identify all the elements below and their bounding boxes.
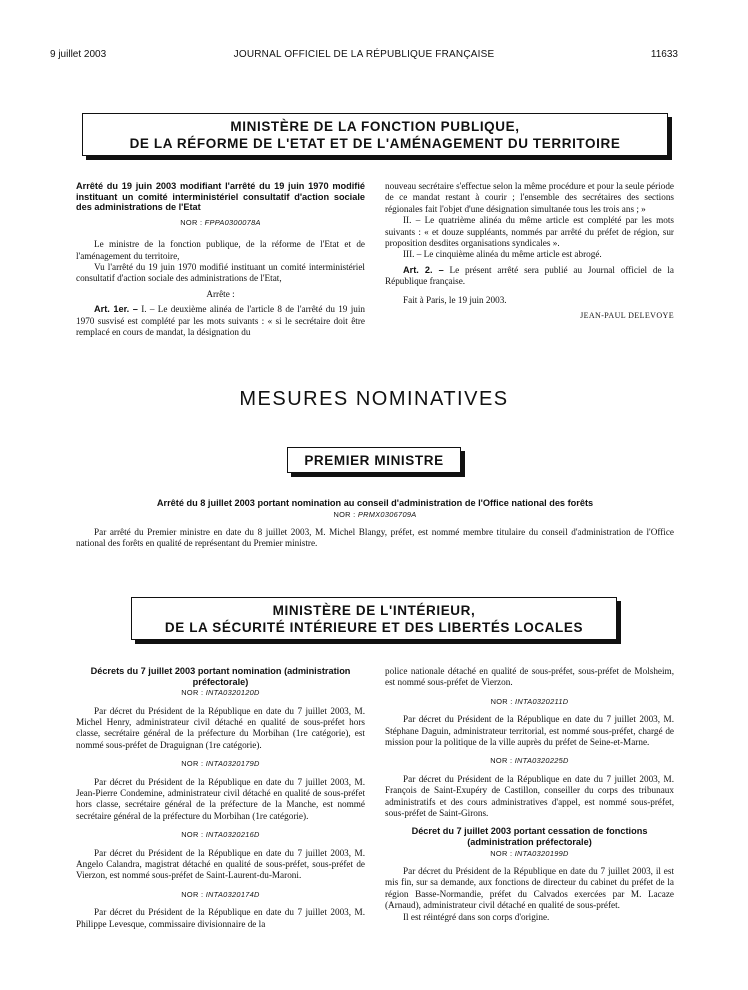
header-journal-title: JOURNAL OFFICIEL DE LA RÉPUBLIQUE FRANÇAISE [233, 49, 495, 60]
header-page-number: 11633 [650, 49, 678, 60]
decree-text-6: Par décret du Président de la République en date du 7 juillet 2003, M. François de Saint-Exupéry de Castillon, conseiller du corps des tribunaux administratifs et des cours administratives d'appel, est nommé sous-préfet, sous-préfet de Saint-Girons. [385, 773, 674, 819]
arrete1-section2: II. – Le quatrième alinéa du même article est complété par les mots suivants : « et douze suppléants, nommés par arrêté du préfet de région, sur proposition desdites organisations syndicales ». [385, 215, 674, 249]
premier-ministre-title: PREMIER MINISTRE [304, 453, 444, 468]
ministry-title-line1: MINISTÈRE DE LA FONCTION PUBLIQUE, [230, 119, 520, 134]
arrete1-right-column [385, 181, 674, 321]
arrete1-done-at: Fait à Paris, le 19 juin 2003. [403, 294, 507, 305]
decrets-left-column [76, 666, 365, 930]
arrete1-vu: Vu l'arrêté du 19 juin 1970 modifié instituant un comité interministériel consultatif d'action sociale des administrations de l'Etat, [76, 262, 365, 284]
page-header [50, 49, 678, 63]
decree-text-4: Par décret du Président de la République en date du 7 juillet 2003, M. Philippe Levesque, commissaire divisionnaire de la [76, 907, 365, 929]
header-date: 9 juillet 2003 [50, 49, 107, 60]
ministry-box-premier-ministre [287, 447, 461, 473]
arrete1-signature: JEAN-PAUL DELEVOYE [580, 311, 674, 321]
arrete1-section3: III. – Le cinquième alinéa du même article est abrogé. [403, 249, 602, 260]
arrete1-title: Arrêté du 19 juin 2003 modifiant l'arrêté du 19 juin 1970 modifié instituant un comité interministériel consultatif d'action sociale des administrations de l'Etat [76, 181, 365, 213]
ministry-box-interieur [131, 597, 617, 640]
decree-nor-1: NOR : INTA0320120D [181, 688, 260, 698]
arrete1-nor: NOR : FPPA0300078A [180, 217, 261, 227]
decrets-title: Décrets du 7 juillet 2003 portant nomination (administration préfectorale) [90, 666, 351, 687]
cessation-text: Par décret du Président de la République en date du 7 juillet 2003, il est mis fin, sur sa demande, aux fonctions de directeur du cabinet du préfet de la région Basse-Normandie, préfet du Calvados exercées par M. Lacaze (Arnaud), administrateur civil détaché en qualité de sous-préfet. [385, 866, 674, 911]
arrete1-left-column [76, 181, 365, 338]
decree-text-5: Par décret du Président de la République en date du 7 juillet 2003, M. Stéphane Daguin, administrateur territorial, est nommé sous-préfet, chargé de mission pour la politique de la ville auprès du préfet de Seine-et-Marne. [385, 714, 674, 748]
decree-text-2: Par décret du Président de la République en date du 7 juillet 2003, M. Jean-Pierre Condemine, administrateur civil détaché en qualité de sous-préfet hors classe, secrétaire général de la préfecture de la Manche, est nommé secrétaire général de la préfecture du Morbihan (1re catégorie). [76, 776, 365, 821]
ministry-title-line2: DE LA RÉFORME DE L'ETAT ET DE L'AMÉNAGEMENT DU TERRITOIRE [129, 136, 621, 151]
arrete2-block [76, 498, 674, 550]
decree-nor-3: NOR : INTA0320216D [181, 830, 260, 840]
arrete2-nor: NOR : PRMX0306709A [333, 509, 417, 519]
decree-nor-2: NOR : INTA0320179D [181, 759, 260, 769]
decree-text-1: Par décret du Président de la République en date du 7 juillet 2003, M. Michel Henry, administrateur civil détaché en qualité de sous-préfet hors classe, secrétaire général de la préfecture du Morbihan (1re catégorie), est nommé sous-préfet de Draguignan (1re catégorie). [76, 705, 365, 750]
decree-text-3: Par décret du Président de la République en date du 7 juillet 2003, M. Angelo Calandra, magistrat détaché en qualité de sous-préfet, sous-préfet de Vierzon, est nommé sous-préfet de Saint-Laurent-du-Maroni. [76, 847, 365, 881]
arrete1-article1: Art. 1er. – I. – Le deuxième alinéa de l'article 8 de l'arrêté du 19 juin 1970 susvisé est complété par les mots suivants : « si le secrétaire doit être remplacé en cours de mandat, la désignation du [76, 304, 365, 338]
arrete1-minister: Le ministre de la fonction publique, de la réforme de l'Etat et de l'aménagement du territoire, [76, 239, 365, 261]
decree-nor-6: NOR : INTA0320225D [490, 756, 569, 766]
arrete2-title: Arrêté du 8 juillet 2003 portant nomination au conseil d'administration de l'Office national des forêts [156, 498, 594, 508]
decrets-right-column [385, 666, 674, 923]
arrete2-text: Par arrêté du Premier ministre en date du 8 juillet 2003, M. Michel Blangy, préfet, est nommé membre titulaire du conseil d'administration de l'Office national des forêts en qualité de représentant du Premier ministre. [76, 527, 674, 549]
cessation-nor: NOR : INTA0320199D [490, 848, 569, 858]
section-title-mesures-nominatives: MESURES NOMINATIVES [239, 388, 509, 410]
decree-nor-5: NOR : INTA0320211D [490, 696, 569, 706]
decree-4-continuation: police nationale détaché en qualité de sous-préfet, sous-préfet de Molsheim, est nommé sous-préfet de Vierzon. [385, 666, 674, 688]
interieur-title-line2: DE LA SÉCURITÉ INTÉRIEURE ET DES LIBERTÉS LOCALES [164, 620, 584, 635]
cessation-reintegration: Il est réintégré dans son corps d'origine. [403, 911, 550, 922]
arrete1-arrete: Arrête : [206, 288, 235, 299]
interieur-title-line1: MINISTÈRE DE L'INTÉRIEUR, [272, 603, 476, 618]
ministry-box-fonction-publique [82, 113, 668, 156]
arrete1-article2: Art. 2. – Le présent arrêté sera publié au Journal officiel de la République française. [385, 264, 675, 287]
arrete1-continuation: nouveau secrétaire s'effectue selon la même procédure et pour la seule période de ce mandat restant à courir ; l'ensemble des secrétaires des sections régionales fait l'objet d'une désignation simultanée tous les trois ans ; » [385, 181, 674, 214]
cessation-title: Décret du 7 juillet 2003 portant cessation de fonctions (administration préfectorale) [411, 826, 648, 848]
decree-nor-4: NOR : INTA0320174D [181, 889, 260, 899]
